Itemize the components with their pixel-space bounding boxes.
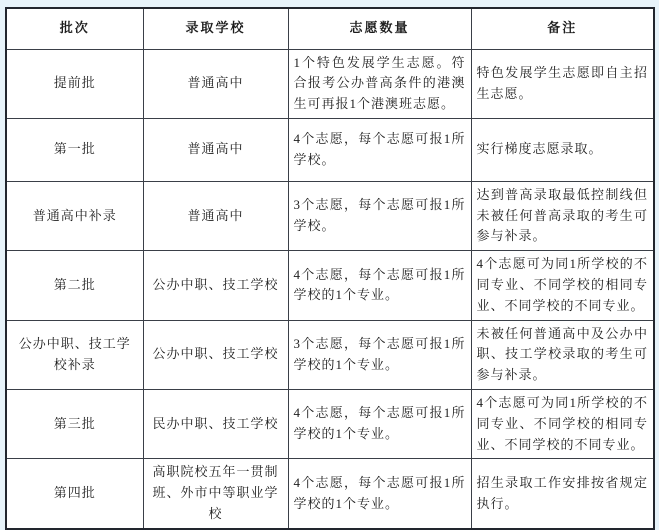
cell-note: 未被任何普通高中及公办中职、技工学校录取的考生可参与补录。 [471,320,654,389]
cell-batch: 普通高中补录 [6,181,143,250]
cell-batch: 第二批 [6,251,143,320]
table-row [6,320,654,389]
cell-batch: 公办中职、技工学校补录 [6,320,143,389]
cell-school: 普通高中 [143,181,288,250]
column-header-batch: 批次 [6,8,143,49]
cell-quota: 4个志愿，每个志愿可报1所学校的1个专业。 [288,251,471,320]
table-row [6,251,654,320]
table-row [6,49,654,118]
table-header-row [6,8,654,49]
cell-note: 4个志愿可为同1所学校的不同专业、不同学校的相同专业、不同学校的不同专业。 [471,390,654,459]
cell-quota: 1个特色发展学生志愿。符合报考公办普高条件的港澳生可再报1个港澳班志愿。 [288,49,471,118]
table-row [6,459,654,529]
column-header-note: 备注 [471,8,654,49]
table-row [6,390,654,459]
cell-school: 公办中职、技工学校 [143,251,288,320]
cell-quota: 4个志愿，每个志愿可报1所学校。 [288,118,471,181]
cell-quota: 3个志愿，每个志愿可报1所学校的1个专业。 [288,320,471,389]
cell-batch: 第四批 [6,459,143,529]
cell-note: 达到普高录取最低控制线但未被任何普高录取的考生可参与补录。 [471,181,654,250]
cell-school: 公办中职、技工学校 [143,320,288,389]
cell-school: 高职院校五年一贯制班、外市中等职业学校 [143,459,288,529]
cell-note: 实行梯度志愿录取。 [471,118,654,181]
table-row [6,118,654,181]
column-header-school: 录取学校 [143,8,288,49]
cell-batch: 第一批 [6,118,143,181]
cell-note: 招生录取工作安排按省规定执行。 [471,459,654,529]
cell-quota: 4个志愿，每个志愿可报1所学校的1个专业。 [288,459,471,529]
cell-note: 4个志愿可为同1所学校的不同专业、不同学校的相同专业、不同学校的不同专业。 [471,251,654,320]
table-row [6,181,654,250]
admission-batch-table [5,7,655,530]
cell-batch: 提前批 [6,49,143,118]
cell-school: 普通高中 [143,118,288,181]
cell-note: 特色发展学生志愿即自主招生志愿。 [471,49,654,118]
cell-school: 普通高中 [143,49,288,118]
cell-quota: 3个志愿，每个志愿可报1所学校。 [288,181,471,250]
cell-quota: 4个志愿，每个志愿可报1所学校的1个专业。 [288,390,471,459]
cell-batch: 第三批 [6,390,143,459]
column-header-quota: 志愿数量 [288,8,471,49]
cell-school: 民办中职、技工学校 [143,390,288,459]
